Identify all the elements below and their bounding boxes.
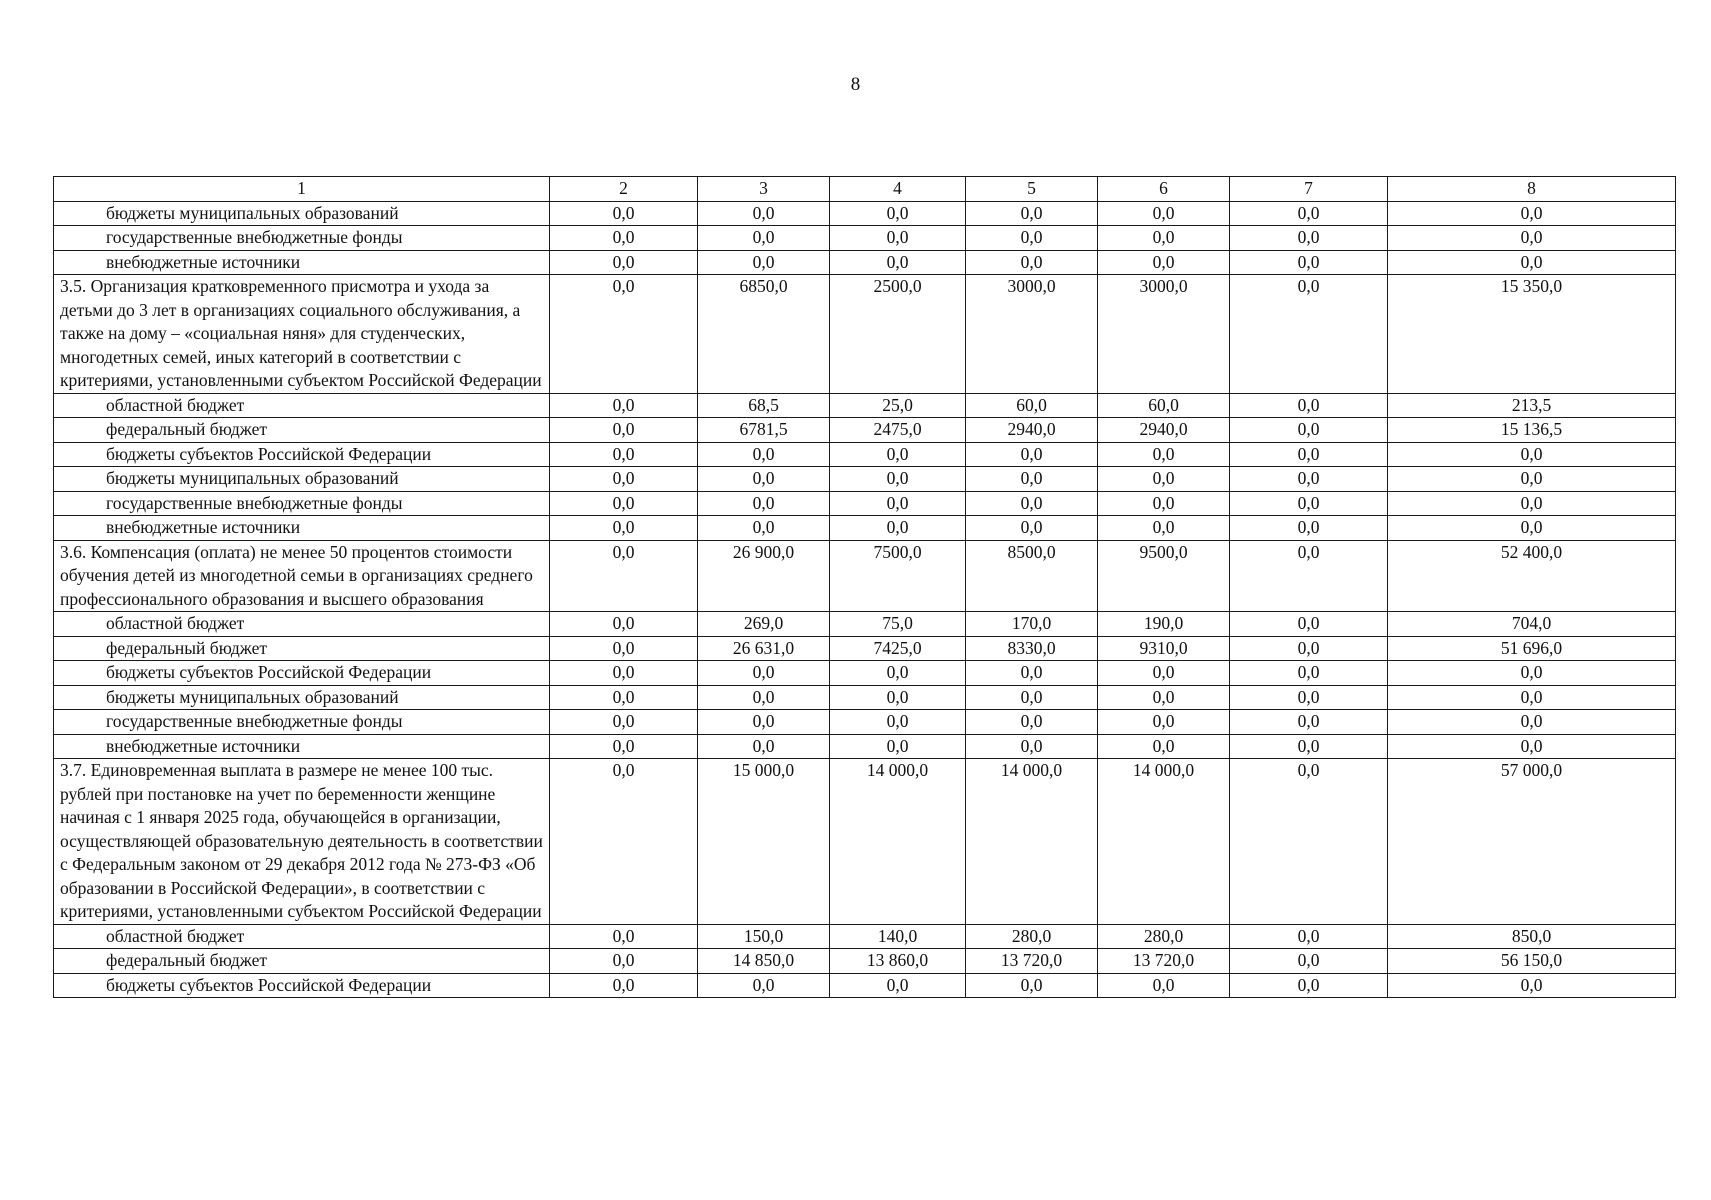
- value-cell: 7500,0: [830, 540, 966, 612]
- header-cell: 7: [1230, 177, 1388, 202]
- value-cell: 0,0: [966, 516, 1098, 541]
- value-cell: 0,0: [698, 442, 830, 467]
- value-cell: 0,0: [1388, 661, 1676, 686]
- value-cell: 0,0: [1388, 516, 1676, 541]
- value-cell: 0,0: [698, 710, 830, 735]
- value-cell: 280,0: [1098, 924, 1230, 949]
- value-cell: 0,0: [1098, 201, 1230, 226]
- value-cell: 0,0: [1230, 759, 1388, 925]
- value-cell: 190,0: [1098, 612, 1230, 637]
- value-cell: 15 000,0: [698, 759, 830, 925]
- value-cell: 0,0: [830, 467, 966, 492]
- value-cell: 0,0: [966, 973, 1098, 998]
- value-cell: 0,0: [1098, 661, 1230, 686]
- value-cell: 0,0: [1388, 226, 1676, 251]
- value-cell: 8330,0: [966, 636, 1098, 661]
- value-cell: 0,0: [1388, 685, 1676, 710]
- value-cell: 0,0: [698, 250, 830, 275]
- table-row: [54, 467, 1676, 492]
- value-cell: 0,0: [1230, 418, 1388, 443]
- value-cell: 0,0: [1230, 275, 1388, 394]
- value-cell: 8500,0: [966, 540, 1098, 612]
- value-cell: 0,0: [550, 250, 698, 275]
- value-cell: 0,0: [966, 491, 1098, 516]
- value-cell: 0,0: [550, 612, 698, 637]
- value-cell: 68,5: [698, 393, 830, 418]
- value-cell: 0,0: [1230, 393, 1388, 418]
- value-cell: 0,0: [550, 393, 698, 418]
- table-row: [54, 491, 1676, 516]
- value-cell: 57 000,0: [1388, 759, 1676, 925]
- table-row: [54, 250, 1676, 275]
- row-label: бюджеты субъектов Российской Федерации: [54, 973, 550, 998]
- row-label: государственные внебюджетные фонды: [54, 710, 550, 735]
- value-cell: 0,0: [1388, 734, 1676, 759]
- value-cell: 0,0: [1230, 250, 1388, 275]
- value-cell: 0,0: [1388, 467, 1676, 492]
- row-label: бюджеты муниципальных образований: [54, 201, 550, 226]
- value-cell: 0,0: [966, 467, 1098, 492]
- budget-table: [53, 176, 1676, 998]
- value-cell: 0,0: [550, 759, 698, 925]
- table-row: [54, 734, 1676, 759]
- row-label: областной бюджет: [54, 393, 550, 418]
- value-cell: 0,0: [550, 491, 698, 516]
- value-cell: 0,0: [1388, 442, 1676, 467]
- table-row: [54, 516, 1676, 541]
- value-cell: 6850,0: [698, 275, 830, 394]
- table-row: [54, 973, 1676, 998]
- value-cell: 150,0: [698, 924, 830, 949]
- value-cell: 13 860,0: [830, 949, 966, 974]
- header-cell: 5: [966, 177, 1098, 202]
- value-cell: 0,0: [698, 973, 830, 998]
- value-cell: 0,0: [830, 442, 966, 467]
- value-cell: 0,0: [698, 516, 830, 541]
- row-label: областной бюджет: [54, 612, 550, 637]
- table-row: [54, 685, 1676, 710]
- row-label: областной бюджет: [54, 924, 550, 949]
- value-cell: 0,0: [550, 924, 698, 949]
- value-cell: 26 631,0: [698, 636, 830, 661]
- value-cell: 0,0: [1388, 491, 1676, 516]
- value-cell: 0,0: [698, 734, 830, 759]
- section-label: 3.6. Компенсация (оплата) не менее 50 процентов стоимости обучения детей из многодетной семьи в организациях среднего профессионального образования и высшего образования: [54, 540, 550, 612]
- row-label: федеральный бюджет: [54, 949, 550, 974]
- value-cell: 704,0: [1388, 612, 1676, 637]
- table-row: [54, 612, 1676, 637]
- header-cell: 2: [550, 177, 698, 202]
- row-label: внебюджетные источники: [54, 250, 550, 275]
- row-label: внебюджетные источники: [54, 516, 550, 541]
- value-cell: 0,0: [1230, 685, 1388, 710]
- value-cell: 0,0: [1388, 250, 1676, 275]
- value-cell: 6781,5: [698, 418, 830, 443]
- value-cell: 269,0: [698, 612, 830, 637]
- row-label: внебюджетные источники: [54, 734, 550, 759]
- value-cell: 850,0: [1388, 924, 1676, 949]
- row-label: бюджеты субъектов Российской Федерации: [54, 442, 550, 467]
- table-row: [54, 418, 1676, 443]
- value-cell: 13 720,0: [966, 949, 1098, 974]
- value-cell: 280,0: [966, 924, 1098, 949]
- value-cell: 0,0: [1098, 734, 1230, 759]
- value-cell: 0,0: [1098, 226, 1230, 251]
- value-cell: 0,0: [830, 685, 966, 710]
- value-cell: 0,0: [830, 973, 966, 998]
- value-cell: 0,0: [830, 226, 966, 251]
- value-cell: 9500,0: [1098, 540, 1230, 612]
- value-cell: 0,0: [830, 491, 966, 516]
- value-cell: 2500,0: [830, 275, 966, 394]
- value-cell: 0,0: [550, 442, 698, 467]
- row-label: бюджеты муниципальных образований: [54, 467, 550, 492]
- table-row: [54, 393, 1676, 418]
- value-cell: 0,0: [1230, 491, 1388, 516]
- value-cell: 0,0: [1388, 710, 1676, 735]
- value-cell: 14 000,0: [1098, 759, 1230, 925]
- value-cell: 52 400,0: [1388, 540, 1676, 612]
- value-cell: 0,0: [550, 540, 698, 612]
- value-cell: 0,0: [698, 226, 830, 251]
- value-cell: 0,0: [1230, 661, 1388, 686]
- value-cell: 14 000,0: [830, 759, 966, 925]
- value-cell: 0,0: [830, 250, 966, 275]
- table-row: [54, 636, 1676, 661]
- value-cell: 25,0: [830, 393, 966, 418]
- header-cell: 6: [1098, 177, 1230, 202]
- value-cell: 0,0: [550, 661, 698, 686]
- value-cell: 0,0: [966, 661, 1098, 686]
- header-cell: 4: [830, 177, 966, 202]
- row-label: государственные внебюджетные фонды: [54, 226, 550, 251]
- value-cell: 75,0: [830, 612, 966, 637]
- value-cell: 0,0: [550, 636, 698, 661]
- value-cell: 0,0: [1230, 949, 1388, 974]
- section-label: 3.7. Единовременная выплата в размере не менее 100 тыс. рублей при постановке на учет по беременности женщине начиная с 1 января 2025 года, обучающейся в организации, осуществляющей образовательную деятельность в соответствии с Федеральным законом от 29 декабря 2012 года № 273-ФЗ «Об образовании в Российской Федерации», в соответствии с критериями, установленными субъектом Российской Федерации: [54, 759, 550, 925]
- value-cell: 0,0: [830, 516, 966, 541]
- table-row: [54, 226, 1676, 251]
- section-row: [54, 759, 1676, 925]
- value-cell: 15 350,0: [1388, 275, 1676, 394]
- page-number: 8: [850, 74, 861, 95]
- section-row: [54, 275, 1676, 394]
- value-cell: 0,0: [1098, 250, 1230, 275]
- value-cell: 0,0: [830, 734, 966, 759]
- value-cell: 0,0: [1098, 516, 1230, 541]
- value-cell: 0,0: [550, 467, 698, 492]
- value-cell: 0,0: [1230, 973, 1388, 998]
- value-cell: 0,0: [966, 250, 1098, 275]
- value-cell: 0,0: [966, 442, 1098, 467]
- value-cell: 0,0: [550, 201, 698, 226]
- value-cell: 0,0: [1230, 201, 1388, 226]
- section-label: 3.5. Организация кратковременного присмотра и ухода за детьми до 3 лет в организациях социального обслуживания, а также на дому – «социальная няня» для студенческих, многодетных семей, иных категорий в соответствии с критериями, установленными субъектом Российской Федерации: [54, 275, 550, 394]
- value-cell: 0,0: [698, 661, 830, 686]
- value-cell: 0,0: [698, 491, 830, 516]
- row-label: федеральный бюджет: [54, 418, 550, 443]
- value-cell: 0,0: [1098, 710, 1230, 735]
- value-cell: 14 000,0: [966, 759, 1098, 925]
- value-cell: 0,0: [1230, 612, 1388, 637]
- value-cell: 2475,0: [830, 418, 966, 443]
- value-cell: 60,0: [966, 393, 1098, 418]
- value-cell: 0,0: [966, 685, 1098, 710]
- header-cell: 1: [54, 177, 550, 202]
- value-cell: 0,0: [1230, 467, 1388, 492]
- value-cell: 9310,0: [1098, 636, 1230, 661]
- value-cell: 2940,0: [966, 418, 1098, 443]
- value-cell: 0,0: [1098, 973, 1230, 998]
- section-row: [54, 540, 1676, 612]
- value-cell: 0,0: [550, 418, 698, 443]
- value-cell: 0,0: [830, 710, 966, 735]
- value-cell: 0,0: [550, 516, 698, 541]
- row-label: бюджеты муниципальных образований: [54, 685, 550, 710]
- value-cell: 15 136,5: [1388, 418, 1676, 443]
- table-body: [54, 177, 1676, 998]
- value-cell: 0,0: [1230, 924, 1388, 949]
- value-cell: 0,0: [550, 275, 698, 394]
- value-cell: 0,0: [1388, 201, 1676, 226]
- value-cell: 0,0: [698, 685, 830, 710]
- value-cell: 0,0: [698, 467, 830, 492]
- value-cell: 0,0: [830, 661, 966, 686]
- value-cell: 0,0: [1098, 442, 1230, 467]
- table-row: [54, 949, 1676, 974]
- value-cell: 3000,0: [1098, 275, 1230, 394]
- value-cell: 0,0: [550, 973, 698, 998]
- value-cell: 0,0: [698, 201, 830, 226]
- value-cell: 0,0: [1230, 710, 1388, 735]
- value-cell: 0,0: [550, 710, 698, 735]
- value-cell: 26 900,0: [698, 540, 830, 612]
- value-cell: 0,0: [1098, 685, 1230, 710]
- value-cell: 0,0: [1230, 516, 1388, 541]
- value-cell: 51 696,0: [1388, 636, 1676, 661]
- value-cell: 3000,0: [966, 275, 1098, 394]
- value-cell: 0,0: [1230, 442, 1388, 467]
- row-label: бюджеты субъектов Российской Федерации: [54, 661, 550, 686]
- table-row: [54, 661, 1676, 686]
- table-row: [54, 442, 1676, 467]
- table-row: [54, 201, 1676, 226]
- value-cell: 13 720,0: [1098, 949, 1230, 974]
- row-label: федеральный бюджет: [54, 636, 550, 661]
- row-label: государственные внебюджетные фонды: [54, 491, 550, 516]
- value-cell: 0,0: [1388, 973, 1676, 998]
- value-cell: 0,0: [1230, 734, 1388, 759]
- value-cell: 0,0: [966, 201, 1098, 226]
- value-cell: 0,0: [550, 949, 698, 974]
- value-cell: 0,0: [966, 710, 1098, 735]
- header-cell: 3: [698, 177, 830, 202]
- value-cell: 2940,0: [1098, 418, 1230, 443]
- value-cell: 213,5: [1388, 393, 1676, 418]
- value-cell: 56 150,0: [1388, 949, 1676, 974]
- value-cell: 0,0: [550, 226, 698, 251]
- table-row: [54, 924, 1676, 949]
- value-cell: 0,0: [550, 685, 698, 710]
- value-cell: 0,0: [1230, 636, 1388, 661]
- value-cell: 0,0: [550, 734, 698, 759]
- value-cell: 0,0: [1098, 491, 1230, 516]
- value-cell: 0,0: [1230, 540, 1388, 612]
- value-cell: 0,0: [966, 734, 1098, 759]
- value-cell: 60,0: [1098, 393, 1230, 418]
- value-cell: 7425,0: [830, 636, 966, 661]
- value-cell: 0,0: [830, 201, 966, 226]
- value-cell: 170,0: [966, 612, 1098, 637]
- table-header-row: [54, 177, 1676, 202]
- value-cell: 0,0: [1098, 467, 1230, 492]
- header-cell: 8: [1388, 177, 1676, 202]
- value-cell: 0,0: [966, 226, 1098, 251]
- value-cell: 14 850,0: [698, 949, 830, 974]
- table-row: [54, 710, 1676, 735]
- value-cell: 0,0: [1230, 226, 1388, 251]
- value-cell: 140,0: [830, 924, 966, 949]
